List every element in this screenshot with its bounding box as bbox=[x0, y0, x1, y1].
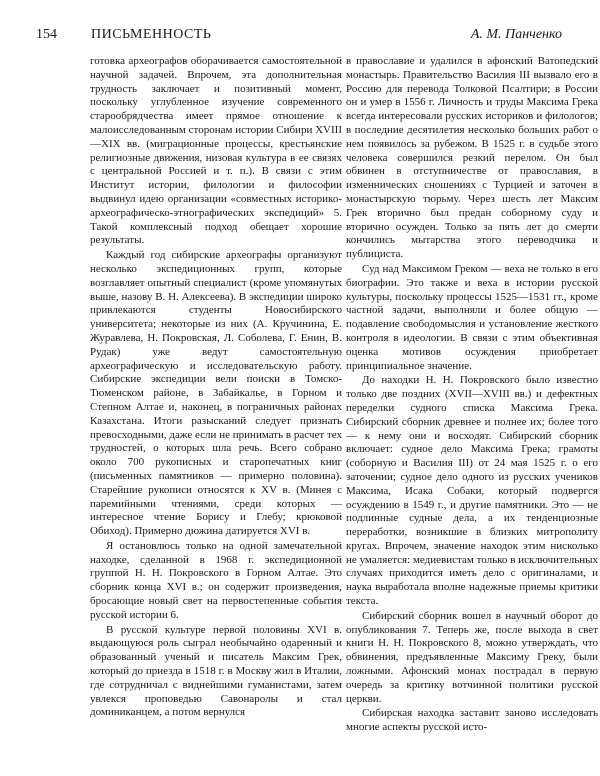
paragraph: Сибирский сборник вошел в научный оборот до опубликования 7. Теперь же, после выхода в свет книги Н. Н. Покровского 8, можно утверждать, что обвинения, предъявленные Максиму Греку, были ложными. Афонский монах пострадал в первую очередь за критику вотчинной политики русской церкви. bbox=[346, 609, 598, 705]
right-column bbox=[346, 55, 598, 735]
page-number: 154 bbox=[36, 27, 57, 42]
paragraph: готовка археографов оборачивается самостоятельной научной задачей. Впрочем, эта дополнительная трудность заключает и позитивный момент, поскольку углубленное изучение современного старообрядчества имеет прямое отношение к малоисследованным сторонам истории Сибири XVIII—XIX вв. (миграционные процессы, крестьянские религиозные движения, низовая культура в ее связях с центральной Россией и т. п.). В связи с этим Институт истории, филологии и философии выдвинул идею организации «совместных историко-археографическо-этнографических экспедиций» 5. Такой комплексный подход обещает хорошие результаты. bbox=[90, 55, 342, 247]
running-header bbox=[36, 27, 564, 47]
paragraph: Каждый год сибирские археографы организуют несколько экспедиционных групп, которые возглавляет опытный специалист (кроме упомянутых выше, назову В. Н. Алексеева). В экспедиции широко привлекаются студенты Новосибирского университета; некоторые из них (А. Кручинина, Е. Журавлева, Н. Покровская, Л. Соболева, Г. Енин, В. Рудак) уже ведут самостоятельную археографическую и исследовательскую работу. Сибирские экспедиции вели поиски в Томско-Тюменском районе, в Забайкалье, в Горном и Степном Алтае и, наконец, в пограничных районах Казахстана. Итоги разысканий следует признать превосходными, даже если не принимать в расчет тех трудностей, о которых шла речь. Всего собрано около 700 рукописных и старопечатных книг (письменных памятников — примерно половина). Старейшие рукописи относятся к XV в. (Минея с паремийными чтениями, среди которых — интересное чтение Борису и Глебу; крюковой Обиход). Примерно дюжина датируется XVI в. bbox=[90, 249, 342, 538]
paragraph: Сибирская находка заставит заново исследовать многие аспекты русской исто- bbox=[346, 707, 598, 734]
paragraph: Я остановлюсь только на одной замечательной находке, сделанной в 1968 г. экспедиционной группой Н. Н. Покровского в Горном Алтае. Это сборник конца XVI в.; он содержит произведения, бросающие новый свет на первостепенные события русской истории 6. bbox=[90, 539, 342, 621]
author-name: А. М. Панченко bbox=[470, 27, 562, 42]
running-title: ПИСЬМЕННОСТЬ bbox=[91, 27, 212, 42]
left-column bbox=[90, 55, 342, 720]
paragraph: в православие и удалился в афонский Ватопедский монастырь. Правительство Василия III вызвало его в Россию для перевода Толковой Псалтири; в России он и умер в 1556 г. Личность и труды Максима Грека всегда интересовали русских историков и филологов; в последние десятилетия несколько больших работ о нем появилось за рубежом. В 1525 г. в судьбе этого человека совершился резкий перелом. Он был обвинен в отступничестве от православия, в изменнических сношениях с Турцией и заточен в монастырскую тюрьму. Через шесть лет Максим Грек вторично был предан соборному суду и вторично осужден. Только за пять лет до смерти кончились мытарства этого переводчика и публициста. bbox=[346, 55, 598, 261]
paragraph: Суд над Максимом Греком — веха не только в его биографии. Это также и веха в истории русской культуры, поскольку процессы 1525—1531 гг., кроме частной задачи, выполняли и более общую — подавление свободомыслия и установление жесткого контроля в идеологии. В связи с этим объективная оценка мотивов осуждения приобретает принципиальное значение. bbox=[346, 262, 598, 372]
paragraph: До находки Н. Н. Покровского было известно только две поздних (XVII—XVIII вв.) и дефектных переделки судного списка Максима Грека. Сибирский сборник древнее и полнее их; более того — к нему они и восходят. Сибирский сборник включает: судное дело Максима Грека; грамоты (соборную и Василия III) от 24 мая 1525 г. о его заточении; судное дело одного из русских учеников Максима, Исака Собаки, который подвергся осуждению в 1549 г., и другие памятники. Это — не подлинные судные дела, а их тенденциозные переработки, возникшие в близких митрополиту кругах. Впрочем, значение находок этим нисколько не умаляется: медиевистам только в исключительных случаях приходится иметь дело с оригиналами, и наука выработала вполне надежные приемы критики текста. bbox=[346, 374, 598, 608]
paragraph: В русской культуре первой половины XVI в. выдающуюся роль сыграл необычайно одаренный и образованный ученый и писатель Максим Грек, который до приезда в 1518 г. в Москву жил в Италии, где сотрудничал с виднейшими гуманистами, затем увлекся проповедью Савонаролы и стал доминиканцем, а потом вернулся bbox=[90, 623, 342, 719]
